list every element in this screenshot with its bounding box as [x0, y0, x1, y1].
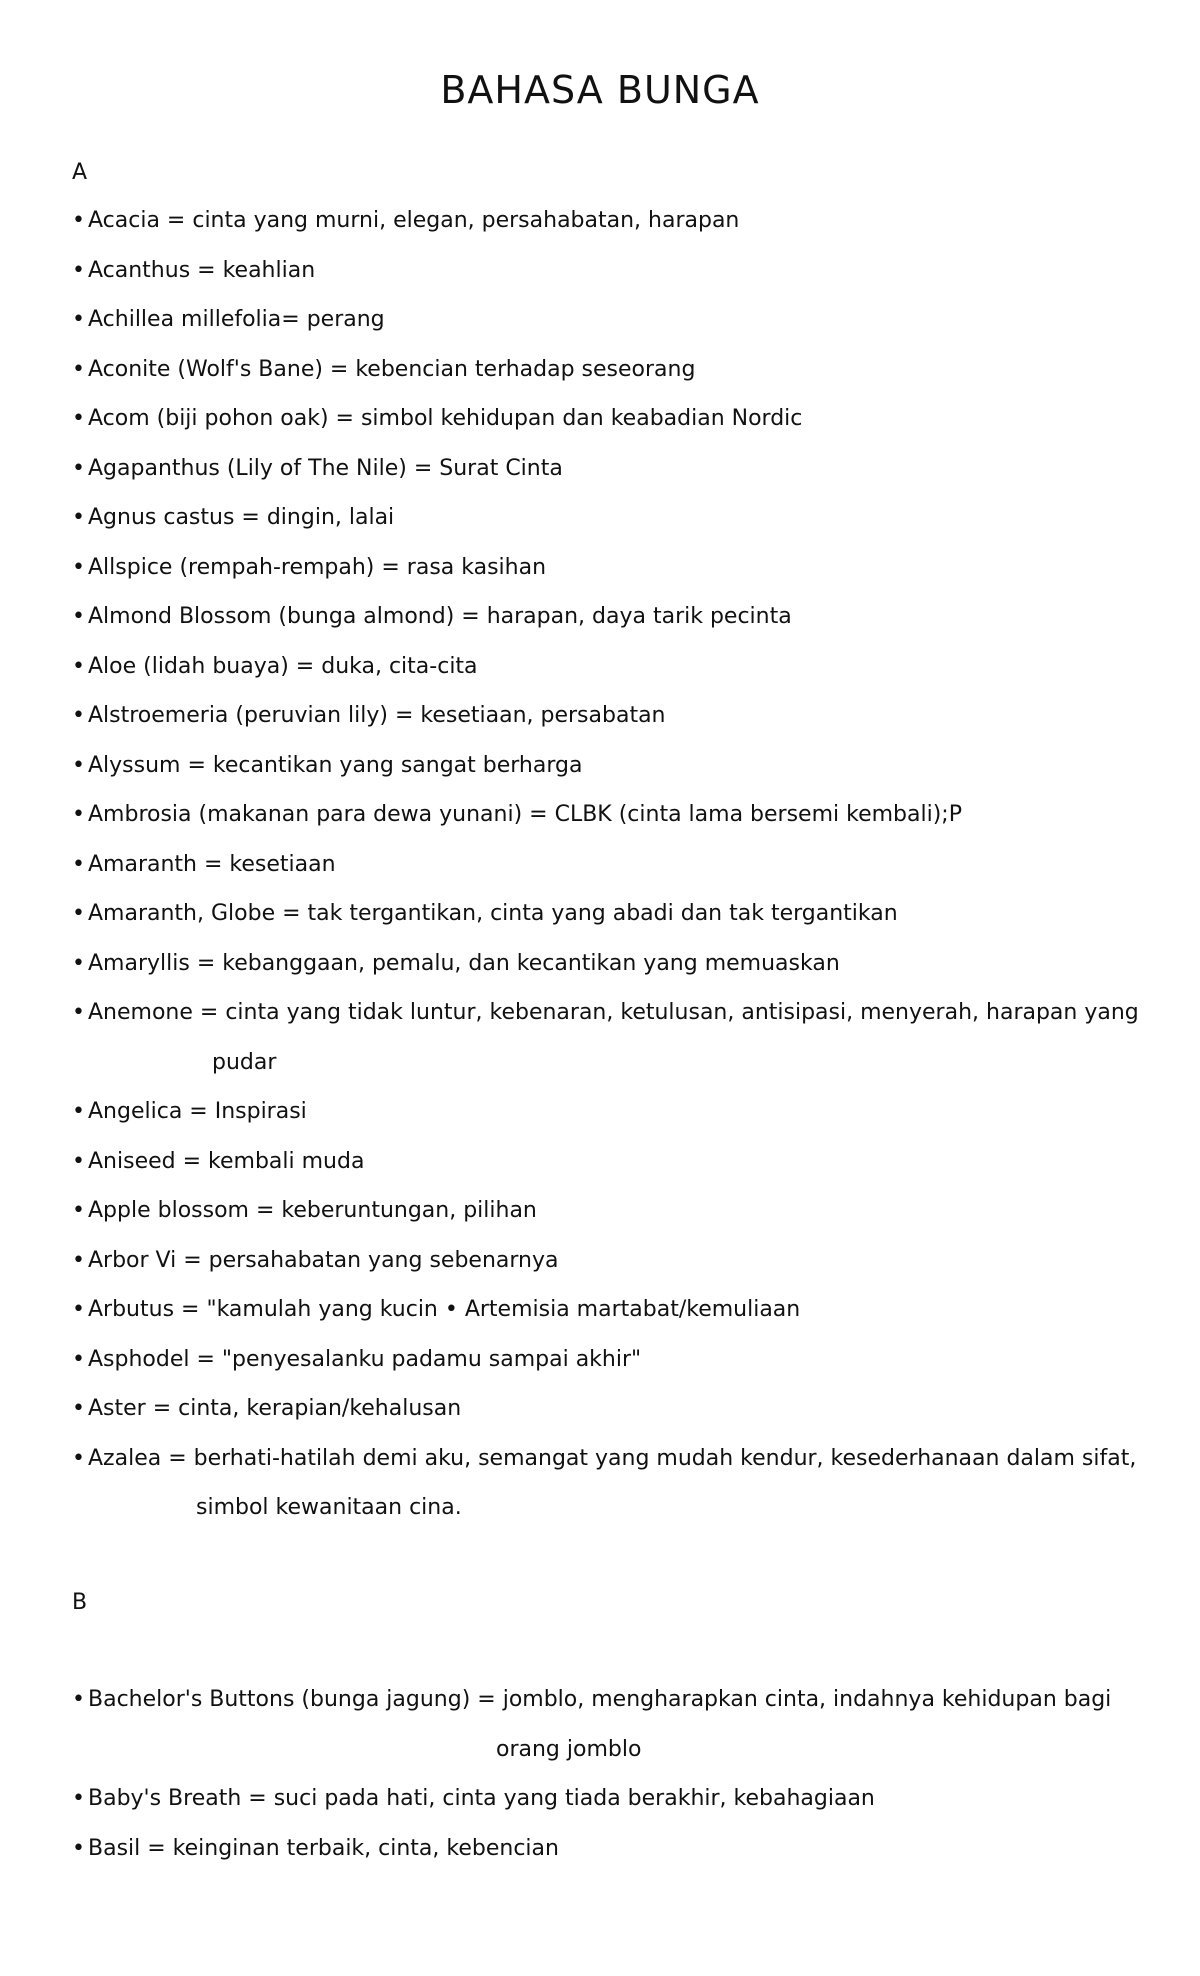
- list-item: [72, 505, 1132, 531]
- list-item-text: Acanthus = keahlian: [88, 257, 316, 283]
- list-item-text: Allspice (rempah-rempah) = rasa kasihan: [88, 554, 547, 580]
- list-item-text: Amaranth, Globe = tak tergantikan, cinta yang abadi dan tak tergantikan: [88, 901, 898, 926]
- list-item: [72, 852, 1132, 878]
- list-item-text: Basil = keinginan terbaik, cinta, kebencian: [88, 1835, 559, 1861]
- list-item-text: Almond Blossom (bunga almond) = harapan, daya tarik pecinta: [88, 604, 792, 629]
- list-item: [72, 1687, 1132, 1713]
- bullet-icon: •: [72, 1396, 85, 1421]
- list-item-text: Ambrosia (makanan para dewa yunani) = CLBK (cinta lama bersemi kembali);P: [88, 802, 962, 827]
- list-item: [72, 901, 1132, 927]
- list-item-text: Arbutus = "kamulah yang kucin • Artemisia martabat/kemuliaan: [88, 1297, 801, 1322]
- list-item-text: Bachelor's Buttons (bunga jagung) = jomblo, mengharapkan cinta, indahnya kehidupan bagi: [88, 1687, 1112, 1712]
- list-item-text: Anemone = cinta yang tidak luntur, kebenaran, ketulusan, antisipasi, menyerah, harapan yang: [88, 1000, 1139, 1025]
- list-item-text: Aniseed = kembali muda: [88, 1148, 365, 1174]
- list-item-text: Acacia = cinta yang murni, elegan, persahabatan, harapan: [88, 208, 740, 233]
- section-letter: B: [72, 1590, 88, 1615]
- list-item-text: Angelica = Inspirasi: [88, 1099, 307, 1124]
- list-item-text: Alyssum = kecantikan yang sangat berharga: [88, 752, 583, 778]
- list-item-text: Agapanthus (Lily of The Nile) = Surat Cinta: [88, 455, 563, 481]
- section-letter: A: [72, 160, 88, 185]
- list-item-continuation: simbol kewanitaan cina.: [196, 1495, 462, 1520]
- list-item: [72, 1786, 1132, 1812]
- list-item-continuation: pudar: [212, 1049, 277, 1075]
- list-item: [72, 1248, 1132, 1274]
- bullet-icon: •: [72, 1835, 85, 1861]
- bullet-icon: •: [72, 307, 85, 332]
- bullet-icon: •: [72, 1148, 85, 1174]
- list-item: [72, 703, 1132, 729]
- list-item: [72, 258, 1132, 284]
- list-item: [72, 1396, 1132, 1422]
- list-item: [72, 555, 1132, 581]
- bullet-icon: •: [72, 1297, 85, 1322]
- bullet-icon: •: [72, 901, 85, 926]
- list-item-text: Azalea = berhati-hatilah demi aku, semangat yang mudah kendur, kesederhanaan dalam sifat,: [88, 1445, 1137, 1471]
- list-item: [72, 1099, 1132, 1125]
- list-item-text: Agnus castus = dingin, lalai: [88, 505, 395, 530]
- list-item-text: Aconite (Wolf's Bane) = kebencian terhadap seseorang: [88, 356, 696, 382]
- list-item: [72, 1836, 1132, 1862]
- bullet-icon: •: [72, 1000, 85, 1025]
- bullet-icon: •: [72, 1099, 85, 1124]
- bullet-icon: •: [72, 950, 85, 976]
- bullet-icon: •: [72, 802, 85, 827]
- bullet-icon: •: [72, 703, 85, 728]
- list-item: [72, 307, 1132, 333]
- list-item-text: Amaryllis = kebanggaan, pemalu, dan kecantikan yang memuaskan: [88, 950, 840, 976]
- bullet-icon: •: [72, 257, 85, 283]
- bullet-icon: •: [72, 604, 85, 629]
- list-item-text: Alstroemeria (peruvian lily) = kesetiaan, persabatan: [88, 703, 666, 728]
- list-item: [72, 1149, 1132, 1175]
- list-item: [72, 753, 1132, 779]
- list-item: [72, 802, 1132, 828]
- bullet-icon: •: [72, 1198, 85, 1223]
- list-item-text: Achillea millefolia= perang: [88, 307, 385, 332]
- list-item-text: Acom (biji pohon oak) = simbol kehidupan dan keabadian Nordic: [88, 406, 803, 431]
- list-item: [72, 406, 1132, 432]
- list-item-text: Baby's Breath = suci pada hati, cinta yang tiada berakhir, kebahagiaan: [88, 1786, 875, 1811]
- bullet-icon: •: [72, 1786, 85, 1811]
- bullet-icon: •: [72, 1346, 85, 1372]
- list-item: [72, 654, 1132, 680]
- bullet-icon: •: [72, 356, 85, 382]
- bullet-icon: •: [72, 653, 85, 679]
- list-item: [72, 1347, 1132, 1373]
- bullet-icon: •: [72, 455, 85, 481]
- list-item: [72, 1000, 1139, 1026]
- list-item-text: Amaranth = kesetiaan: [88, 851, 336, 877]
- list-item: [72, 357, 1132, 383]
- list-item: [72, 456, 1132, 482]
- bullet-icon: •: [72, 851, 85, 877]
- bullet-icon: •: [72, 752, 85, 778]
- list-item: [72, 1445, 1137, 1472]
- list-item-text: Aster = cinta, kerapian/kehalusan: [88, 1396, 462, 1421]
- list-item-text: Arbor Vi = persahabatan yang sebenarnya: [88, 1247, 559, 1273]
- list-item: [72, 604, 1132, 630]
- bullet-icon: •: [72, 406, 85, 431]
- bullet-icon: •: [72, 208, 85, 233]
- bullet-icon: •: [72, 1247, 85, 1273]
- list-item: [72, 1297, 1132, 1323]
- list-item: [72, 1198, 1132, 1224]
- list-item: [72, 208, 1132, 234]
- bullet-icon: •: [72, 1445, 85, 1471]
- bullet-icon: •: [72, 554, 85, 580]
- list-item-text: Aloe (lidah buaya) = duka, cita-cita: [88, 653, 478, 679]
- list-item-text: Apple blossom = keberuntungan, pilihan: [88, 1198, 537, 1223]
- page-title: BAHASA BUNGA: [440, 68, 760, 112]
- bullet-icon: •: [72, 505, 85, 530]
- list-item: [72, 951, 1132, 977]
- bullet-icon: •: [72, 1687, 85, 1712]
- list-item-text: Asphodel = "penyesalanku padamu sampai akhir": [88, 1346, 642, 1372]
- list-item-continuation: orang jomblo: [496, 1736, 642, 1762]
